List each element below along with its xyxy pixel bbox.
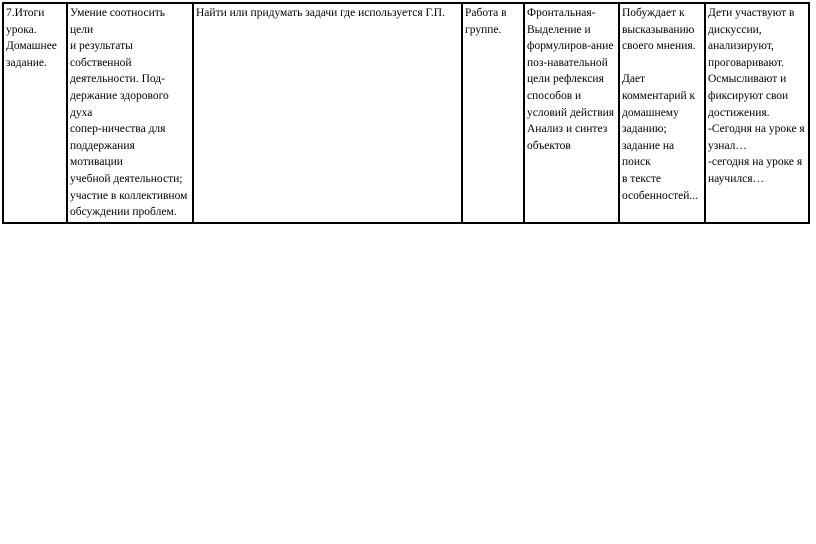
uud-cell (524, 3, 619, 223)
lesson-plan-table (2, 2, 810, 224)
form-text: Работа в группе. (465, 7, 507, 36)
student-activity-cell (705, 3, 809, 223)
student-activity-text: Дети участвуют в дискуссии, анализируют, проговаривают. Осмысливают и фиксируют свои достижения. -Сегодня на уроке я узнал… -сегодня на уроке я научился… (708, 7, 805, 185)
form-cell (462, 3, 524, 223)
task-cell (193, 3, 462, 223)
teacher-activity-cell (619, 3, 705, 223)
task-text: Найти или придумать задачи где используется Г.П. (196, 7, 445, 19)
goals-text: Умение соотносить цели и результаты собственной деятельности. Под- держание здорового духа сопер-ничества для поддержания мотивации учебной деятельности; участие в коллективном обсуждении проблем. (70, 7, 188, 219)
teacher-activity-text: Побуждает к высказыванию своего мнения. Дает комментарий к домашнему заданию; задание на поиск в тексте особенностей... (622, 7, 699, 202)
stage-cell (3, 3, 67, 223)
stage-text: 7.Итоги урока. Домашнее задание. (6, 7, 57, 69)
uud-text: Фронтальная- Выделение и формулиров-ание поз-навательной цели рефлексия способов и условий действия Анализ и синтез объектов (527, 7, 615, 152)
goals-cell (67, 3, 193, 223)
table-row (3, 3, 809, 223)
